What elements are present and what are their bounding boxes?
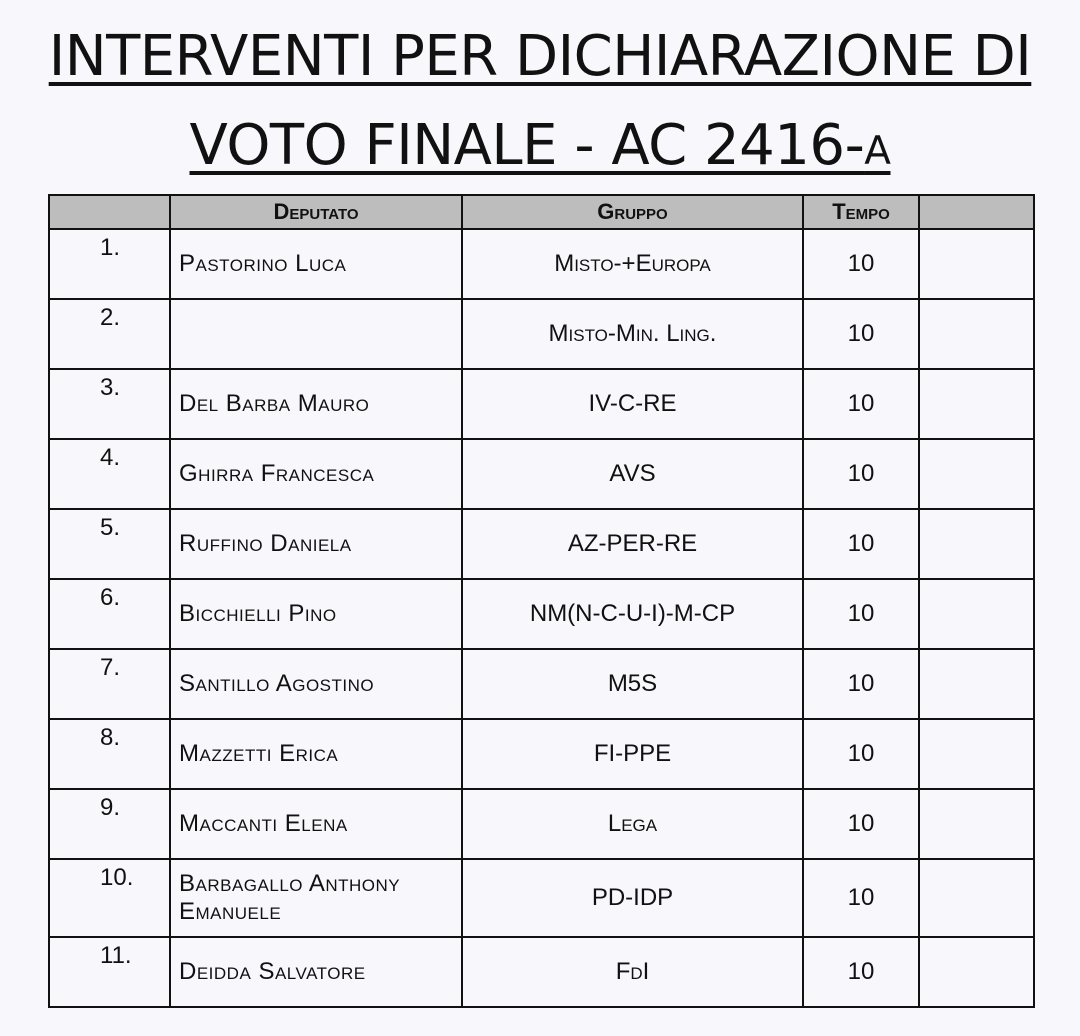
row-number: 7. — [49, 649, 170, 719]
deputy-name: Del Barba Mauro — [170, 369, 462, 439]
row-number: 4. — [49, 439, 170, 509]
deputy-name: Bicchielli Pino — [170, 579, 462, 649]
header-blank — [919, 195, 1034, 229]
table-row — [49, 719, 1034, 789]
deputy-name: Deidda Salvatore — [170, 937, 462, 1007]
group-name: Misto-Min. Ling. — [462, 299, 803, 369]
row-number: 8. — [49, 719, 170, 789]
blank-cell — [919, 229, 1034, 299]
blank-cell — [919, 579, 1034, 649]
deputy-name: Maccanti Elena — [170, 789, 462, 859]
speaking-time: 10 — [803, 369, 919, 439]
document-title-line-1 — [0, 24, 1080, 89]
deputy-name: Pastorino Luca — [170, 229, 462, 299]
row-number: 1. — [49, 229, 170, 299]
speaking-time: 10 — [803, 859, 919, 937]
speaking-time: 10 — [803, 439, 919, 509]
row-number: 9. — [49, 789, 170, 859]
table-row — [49, 937, 1034, 1007]
table-row — [49, 649, 1034, 719]
deputy-name: Santillo Agostino — [170, 649, 462, 719]
group-name: Misto-+Europa — [462, 229, 803, 299]
speaking-time: 10 — [803, 719, 919, 789]
table-row — [49, 299, 1034, 369]
table-row — [49, 439, 1034, 509]
header-deputato: Deputato — [170, 195, 462, 229]
speaking-time: 10 — [803, 649, 919, 719]
group-name: FI-PPE — [462, 719, 803, 789]
blank-cell — [919, 789, 1034, 859]
deputy-name — [170, 299, 462, 369]
group-name: AVS — [462, 439, 803, 509]
table-row — [49, 509, 1034, 579]
header-number — [49, 195, 170, 229]
header-gruppo: Gruppo — [462, 195, 803, 229]
blank-cell — [919, 937, 1034, 1007]
title-text-2-suffix: a — [864, 113, 891, 178]
title-text-2 — [190, 113, 891, 178]
row-number: 5. — [49, 509, 170, 579]
speaking-time: 10 — [803, 579, 919, 649]
deputy-name: Barbagallo Anthony Emanuele — [170, 859, 462, 937]
blank-cell — [919, 719, 1034, 789]
title-text-2-main: VOTO FINALE - AC 2416- — [189, 113, 865, 178]
table-row — [49, 229, 1034, 299]
group-name: NM(N-C-U-I)-M-CP — [462, 579, 803, 649]
deputy-name: Ghirra Francesca — [170, 439, 462, 509]
table-row — [49, 369, 1034, 439]
table-row — [49, 789, 1034, 859]
blank-cell — [919, 299, 1034, 369]
title-text-1: INTERVENTI PER DICHIARAZIONE DI — [48, 24, 1032, 89]
table-header-row — [49, 195, 1034, 229]
speaking-time: 10 — [803, 789, 919, 859]
blank-cell — [919, 509, 1034, 579]
row-number: 6. — [49, 579, 170, 649]
group-name: IV-C-RE — [462, 369, 803, 439]
speaking-time: 10 — [803, 299, 919, 369]
header-tempo: Tempo — [803, 195, 919, 229]
group-name: PD-IDP — [462, 859, 803, 937]
speakers-table — [48, 194, 1035, 1008]
table-row — [49, 859, 1034, 937]
row-number: 2. — [49, 299, 170, 369]
deputy-name: Ruffino Daniela — [170, 509, 462, 579]
group-name: Lega — [462, 789, 803, 859]
group-name: FdI — [462, 937, 803, 1007]
group-name: M5S — [462, 649, 803, 719]
table-row — [49, 579, 1034, 649]
row-number: 10. — [49, 859, 170, 937]
speaking-time: 10 — [803, 937, 919, 1007]
document-title-line-2 — [0, 113, 1080, 178]
row-number: 3. — [49, 369, 170, 439]
blank-cell — [919, 439, 1034, 509]
row-number: 11. — [49, 937, 170, 1007]
blank-cell — [919, 649, 1034, 719]
speaking-time: 10 — [803, 509, 919, 579]
group-name: AZ-PER-RE — [462, 509, 803, 579]
speaking-time: 10 — [803, 229, 919, 299]
blank-cell — [919, 369, 1034, 439]
deputy-name: Mazzetti Erica — [170, 719, 462, 789]
blank-cell — [919, 859, 1034, 937]
